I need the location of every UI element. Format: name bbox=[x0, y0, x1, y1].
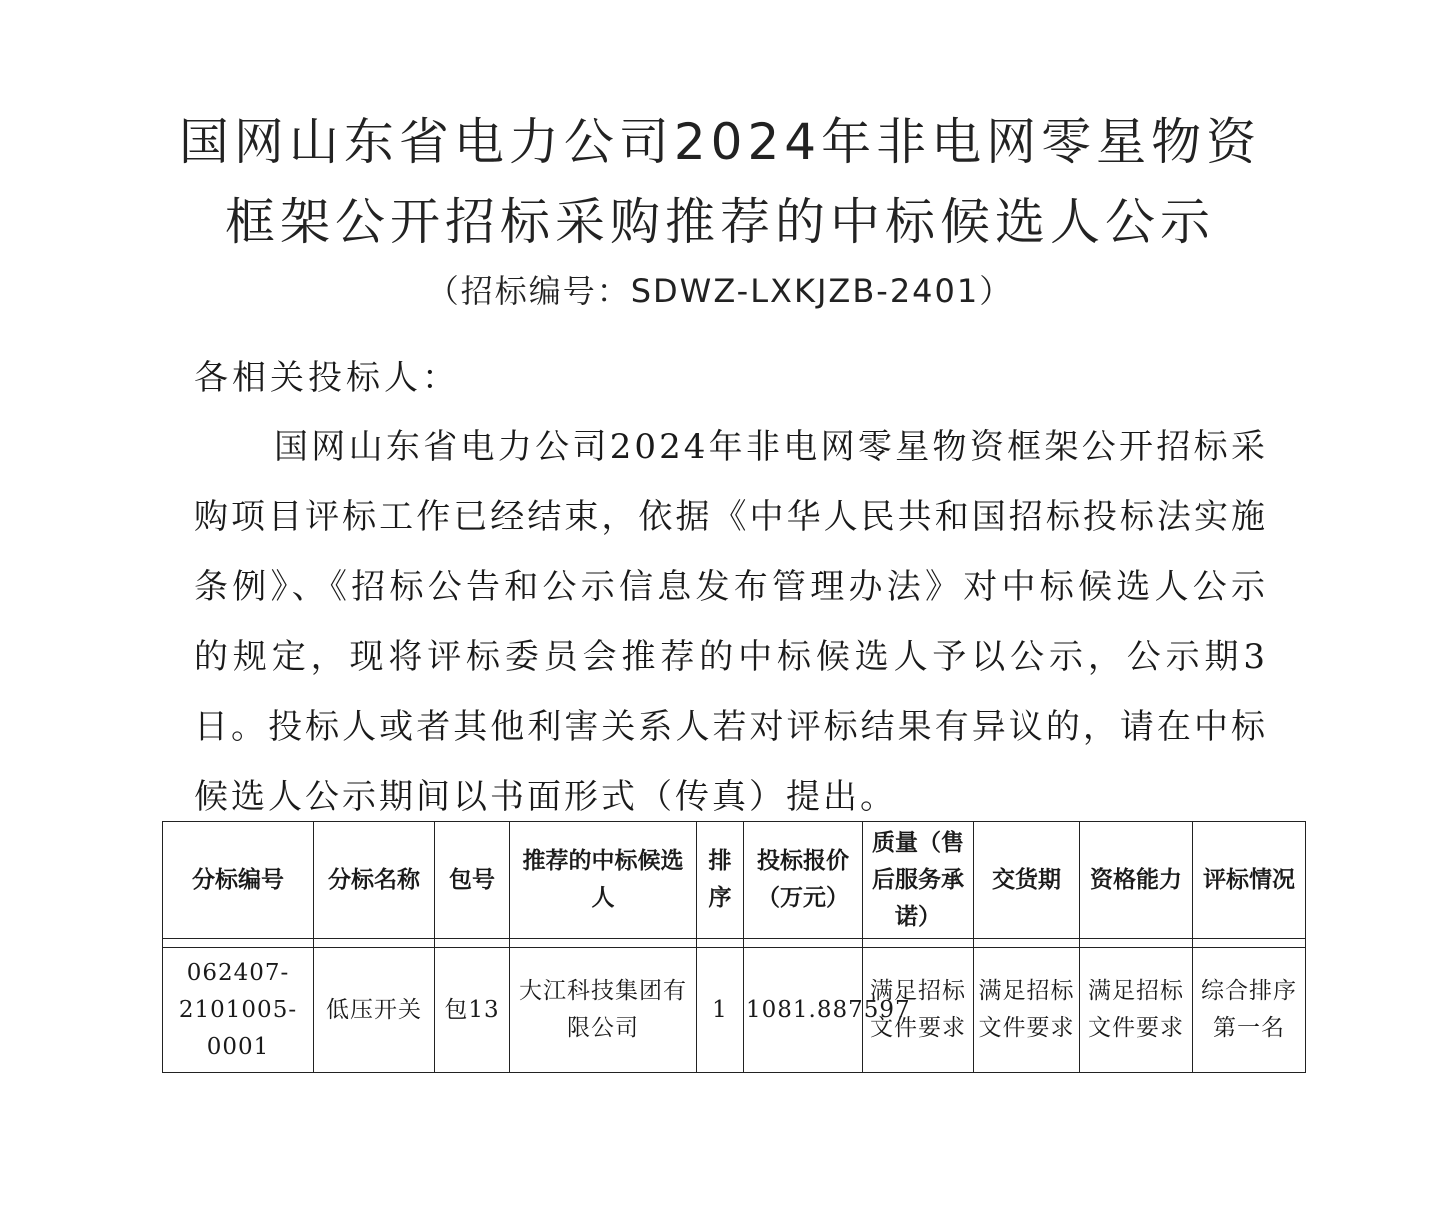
header-lot-name: 分标名称 bbox=[314, 822, 435, 939]
header-candidate: 推荐的中标候选人 bbox=[510, 822, 697, 939]
cell-rank: 1 bbox=[697, 948, 744, 1073]
header-evaluation: 评标情况 bbox=[1193, 822, 1306, 939]
cell-package: 包13 bbox=[435, 948, 510, 1073]
notice-body: 国网山东省电力公司2024年非电网零星物资框架公开招标采购项目评标工作已经结束，依据《中华人民共和国招标投标法实施条例》、《招标公告和公示信息发布管理办法》对中标候选人公示的规定，现将评标委员会推荐的中标候选人予以公示，公示期3日。投标人或者其他利害关系人若对评标结果有异议的，请在中标候选人公示期间以书面形式（传真）提出。 bbox=[194, 427, 1268, 817]
cell-qualification: 满足招标文件要求 bbox=[1080, 948, 1193, 1073]
cell-candidate: 大江科技集团有限公司 bbox=[510, 948, 697, 1073]
tender-number: （招标编号：SDWZ-LXKJZB-2401） bbox=[426, 272, 1014, 310]
cell-evaluation: 综合排序第一名 bbox=[1193, 948, 1306, 1073]
header-package: 包号 bbox=[435, 822, 510, 939]
header-quality: 质量（售后服务承诺） bbox=[863, 822, 974, 939]
table-divider-row bbox=[163, 939, 1306, 948]
header-qualification: 资格能力 bbox=[1080, 822, 1193, 939]
header-rank: 排序 bbox=[697, 822, 744, 939]
cell-lot-name: 低压开关 bbox=[314, 948, 435, 1073]
table-header-row bbox=[163, 822, 1306, 939]
header-lot-no: 分标编号 bbox=[163, 822, 314, 939]
header-price: 投标报价（万元） bbox=[744, 822, 863, 939]
cell-delivery: 满足招标文件要求 bbox=[974, 948, 1080, 1073]
cell-lot-no: 062407-2101005-0001 bbox=[163, 948, 314, 1073]
candidate-table bbox=[162, 821, 1306, 1073]
cell-price: 1081.887597 bbox=[744, 948, 863, 1073]
cell-quality: 满足招标文件要求 bbox=[863, 948, 974, 1073]
table-row bbox=[163, 948, 1306, 1073]
notice-title-line-1: 国网山东省电力公司2024年非电网零星物资 bbox=[178, 113, 1262, 171]
header-delivery: 交货期 bbox=[974, 822, 1080, 939]
notice-title-line-2: 框架公开招标采购推荐的中标候选人公示 bbox=[225, 193, 1215, 251]
salutation: 各相关投标人： bbox=[194, 358, 460, 398]
